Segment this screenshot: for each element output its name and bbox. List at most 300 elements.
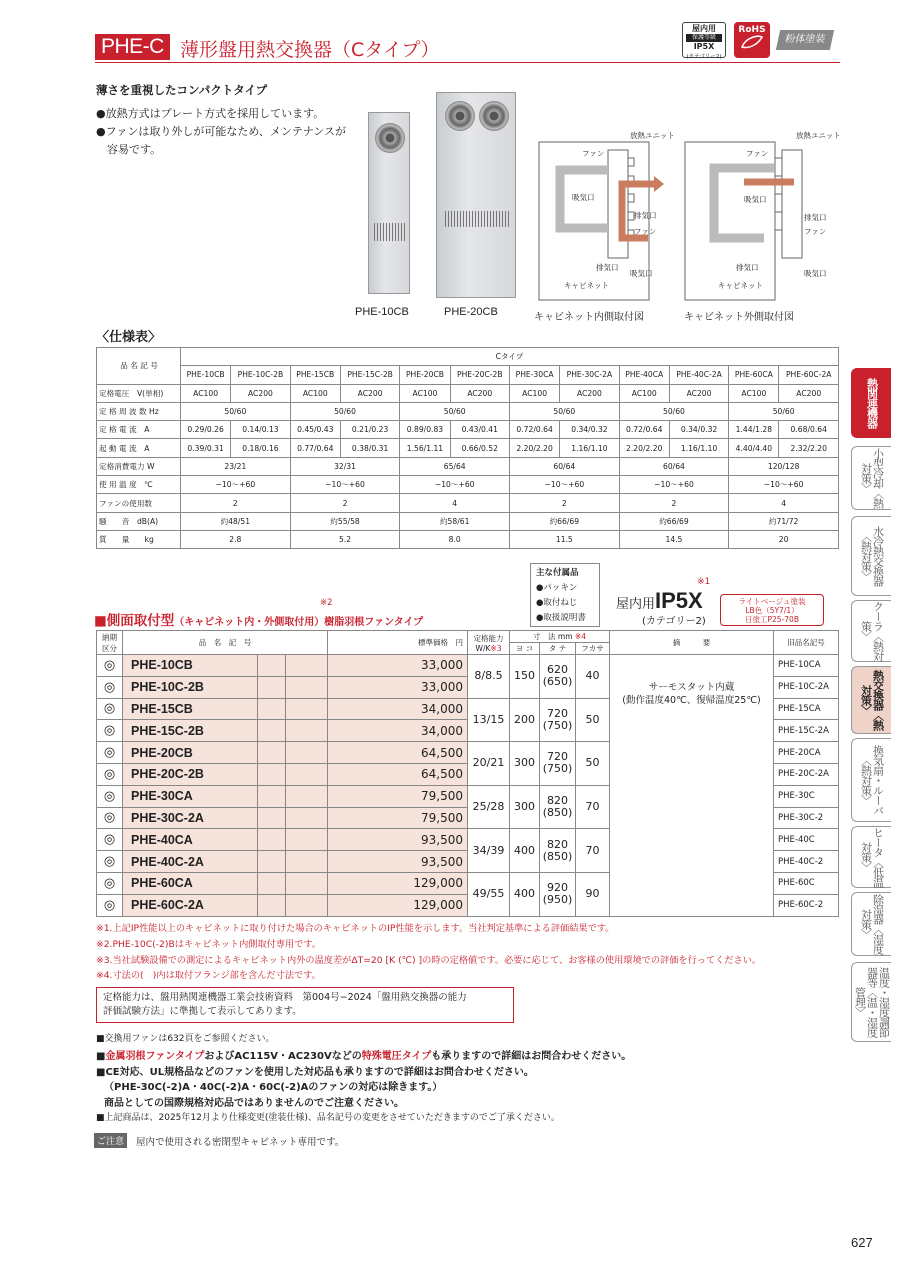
spec-title: 〈仕様表〉 (96, 330, 162, 345)
table-cell: 50/60 (400, 402, 510, 420)
spec-row-label: 定 格 電 流 A (97, 421, 181, 439)
table-cell: 約58/61 (400, 512, 510, 530)
dim-h-flange: (850) (542, 849, 573, 863)
blank-cell (258, 655, 286, 677)
product-price: 79,500 (328, 807, 468, 829)
footer-6: ■上記商品は、2025年12月より仕様変更(塗装仕様)、品名記号の変更をさせていただきますのでご了承ください。 (96, 1113, 560, 1123)
type-label: Cタイプ (181, 348, 839, 366)
accessories-title: 主な付属品 (536, 568, 579, 578)
note-1: ※1.上記IP性能以上のキャビネットに取り付けた場合のキャビネットのIP性能を示します。当社判定基準による評価結果です。 (96, 923, 615, 934)
table-cell: 2 (290, 494, 400, 512)
tab-heat-equipment[interactable]: 熱関連機器 (851, 368, 891, 438)
blank-cell (258, 720, 286, 742)
table-cell: −10〜+60 (729, 476, 839, 494)
dim-h-value: 720 (547, 750, 568, 764)
blank-cell (258, 872, 286, 894)
dim-h-value: 920 (547, 881, 568, 895)
table-cell: 14.5 (619, 530, 729, 548)
tab-cooler[interactable]: クーラ〈熱対策〉 (851, 600, 891, 662)
summary-line: (動作温度40℃、復帰温度25℃) (622, 695, 761, 706)
footer-1: ■交換用ファンは632頁をご参照ください。 (96, 1034, 275, 1044)
header-rule (95, 62, 840, 63)
dim-h (540, 742, 576, 786)
model-cell: PHE-10C-2B (231, 366, 290, 384)
capacity: 20/21 (468, 742, 510, 786)
diagram-caption-1: キャビネット内側取付図 (534, 312, 644, 323)
header-w: ヨ コ (510, 643, 540, 655)
table-cell: 約66/69 (510, 512, 620, 530)
table-cell: 60/64 (510, 457, 620, 475)
table-cell: 1.56/1.11 (400, 439, 450, 457)
table-cell: 4 (729, 494, 839, 512)
product-table (96, 630, 839, 917)
old-model: PHE-10C-2A (774, 676, 839, 698)
spec-row-label: ファンの使用数 (97, 494, 181, 512)
table-row (97, 366, 839, 384)
badge-ip-value: IP5X (693, 42, 715, 51)
photo-caption-1: PHE-10CB (355, 306, 409, 318)
table-cell: 20 (729, 530, 839, 548)
blank-cell (286, 807, 328, 829)
table-row (97, 494, 839, 512)
lead-mark: ◎ (97, 698, 123, 720)
lead-mark: ◎ (97, 894, 123, 916)
product-price: 129,000 (328, 872, 468, 894)
badge-protection-label: 保護等級 (686, 34, 722, 42)
dim-d: 50 (576, 698, 610, 742)
table-row (97, 384, 839, 402)
section-title-sub: （キャビネット内・外側取付用）樹脂羽根ファンタイプ (174, 617, 424, 628)
table-cell: 0.21/0.23 (340, 421, 399, 439)
bullet-3: 容易です。 (96, 143, 162, 156)
product-price: 93,500 (328, 829, 468, 851)
header-old: 旧品名記号 (774, 631, 839, 655)
table-cell: 0.38/0.31 (340, 439, 399, 457)
label-unit: 放熱ユニット (630, 131, 675, 140)
table-cell: 2.20/2.20 (510, 439, 560, 457)
label-fan-2: ファン (804, 227, 827, 236)
caution-text: 屋内で使用される密閉型キャビネット専用です。 (136, 1137, 345, 1148)
footer-5: 商品としての国際規格対応品ではありませんのでご注意ください。 (104, 1098, 404, 1109)
blank-cell (258, 742, 286, 764)
table-cell: 0.34/0.32 (669, 421, 728, 439)
label-fan: ファン (634, 227, 657, 236)
blank-cell (258, 894, 286, 916)
table-row (97, 421, 839, 439)
paint-line: 日塗工P25-70B (745, 615, 799, 624)
table-cell: AC200 (560, 384, 619, 402)
header-yen: 円 (455, 638, 463, 647)
table-cell: 約48/51 (181, 512, 291, 530)
table-cell: −10〜+60 (510, 476, 620, 494)
fan-icon (375, 123, 405, 153)
blank-cell (286, 851, 328, 873)
header-mm: mm (557, 632, 573, 641)
model-cell: PHE-30CA (510, 366, 560, 384)
spec-row-label: 定 格 周 波 数 Hz (97, 402, 181, 420)
dim-h (540, 655, 576, 699)
note-4: ※4.寸法の( )内は取付フランジ部を含んだ寸法です。 (96, 970, 321, 981)
model-cell: PHE-20CB (400, 366, 450, 384)
table-cell: 0.77/0.64 (290, 439, 340, 457)
section-title-main: ■側面取付型 (94, 613, 175, 629)
lead-mark: ◎ (97, 807, 123, 829)
product-price: 129,000 (328, 894, 468, 916)
table-cell: 50/60 (729, 402, 839, 420)
diagram-caption-2: キャビネット外側取付図 (684, 312, 794, 323)
phe-20cb-photo (436, 92, 516, 298)
footer-highlight: 金属羽根ファンタイプ (105, 1051, 205, 1062)
table-cell: AC200 (231, 384, 290, 402)
product-name: PHE-20C-2B (123, 763, 258, 785)
table-cell: 2 (619, 494, 729, 512)
header-cap-label: 定格能力W/K (473, 633, 504, 653)
old-model: PHE-15C-2A (774, 720, 839, 742)
blank-cell (286, 676, 328, 698)
old-model: PHE-30C-2 (774, 807, 839, 829)
table-cell: AC100 (510, 384, 560, 402)
label-exhaust-3: 排気口 (804, 213, 827, 222)
accessory-item: ●取付ねじ (536, 598, 578, 608)
table-cell: 50/60 (510, 402, 620, 420)
table-cell: 2 (510, 494, 620, 512)
table-row (97, 348, 839, 366)
table-cell: 2 (181, 494, 291, 512)
product-price: 34,000 (328, 720, 468, 742)
accessory-item: ●取扱説明書 (536, 613, 586, 623)
section-title (94, 609, 423, 629)
table-cell: 11.5 (510, 530, 620, 548)
tab-heat-exchanger[interactable]: 熱交換器〈熱対策〉 (851, 666, 891, 734)
bullet-2: ●ファンは取り外しが可能なため、メンテナンスが (96, 125, 347, 138)
product-name: PHE-15C-2B (123, 720, 258, 742)
table-cell: 0.43/0.41 (450, 421, 509, 439)
model-cell: PHE-10CB (181, 366, 231, 384)
blank-cell (258, 785, 286, 807)
spec-row-label: 騒 音 dB(A) (97, 512, 181, 530)
dim-d: 40 (576, 655, 610, 699)
table-cell: 2.32/2.20 (779, 439, 839, 457)
header-summary: 摘 要 (610, 631, 774, 655)
model-cell: PHE-40C-2A (669, 366, 728, 384)
fan-icon (445, 101, 475, 131)
blank-cell (258, 851, 286, 873)
dim-h-flange: (750) (542, 718, 573, 732)
old-model: PHE-15CA (774, 698, 839, 720)
product-name: PHE-40C-2A (123, 851, 258, 873)
tab-water-cooled[interactable]: 水冷熱交換器〈熱対策〉 (851, 516, 891, 596)
leaf-icon (740, 35, 764, 49)
product-name: PHE-60C-2A (123, 894, 258, 916)
table-row (97, 631, 839, 643)
old-model: PHE-20CA (774, 742, 839, 764)
spec-row-label: 起 動 電 流 A (97, 439, 181, 457)
table-cell: AC200 (450, 384, 509, 402)
tab-heater[interactable]: ヒータ〈低温対策〉 (851, 826, 891, 888)
label-exhaust-4: 排気口 (736, 263, 759, 272)
paint-line: ライトベージュ塗装 (738, 597, 806, 606)
table-cell: 5.2 (290, 530, 400, 548)
label-intake: 吸気口 (572, 193, 595, 202)
footer-highlight: 特殊電圧タイプ (361, 1051, 432, 1062)
product-name: PHE-40CA (123, 829, 258, 851)
mount-diagram-outside (684, 128, 841, 302)
model-cell: PHE-20C-2B (450, 366, 509, 384)
header-price (328, 631, 468, 655)
header-dim (510, 631, 610, 643)
table-row (97, 402, 839, 420)
old-model: PHE-60C (774, 872, 839, 894)
table-cell: 50/60 (290, 402, 400, 420)
header-price-label: 標準価格 (418, 638, 448, 647)
blank-cell (258, 698, 286, 720)
header-dim-star: ※4 (574, 632, 586, 641)
ip-badge (682, 22, 726, 58)
ip-prefix: 屋内用 (616, 597, 656, 612)
blank-cell (258, 676, 286, 698)
label-fan-top-2: ファン (746, 149, 769, 158)
dim-d: 90 (576, 872, 610, 916)
blank-cell (286, 785, 328, 807)
table-cell: −10〜+60 (290, 476, 400, 494)
header-cap-star: ※3 (490, 643, 502, 653)
footer-4: （PHE-30C(-2)A・40C(-2)A・60C(-2)Aのファンの対応は除きます。） (104, 1082, 443, 1093)
grill (445, 211, 509, 227)
spec-row-label: 使 用 温 度 ℃ (97, 476, 181, 494)
dim-h-value: 820 (547, 837, 568, 851)
rohs-badge (734, 22, 770, 58)
model-cell: PHE-60CA (729, 366, 779, 384)
caution-tag: ご注意 (94, 1133, 127, 1148)
tab-ventilation[interactable]: 換気扇・ルーバ〈熱対策〉 (851, 738, 891, 822)
dim-w: 400 (510, 872, 540, 916)
header-d: フカサ (576, 643, 610, 655)
powder-coat-badge: 粉体塗装 (776, 30, 834, 50)
table-cell: 0.14/0.13 (231, 421, 290, 439)
old-model: PHE-60C-2 (774, 894, 839, 916)
label-exhaust: 排気口 (634, 211, 657, 220)
fan-icon (479, 101, 509, 131)
label-model: 品 名 記 号 (120, 361, 158, 371)
dim-w: 300 (510, 785, 540, 829)
lead-mark: ◎ (97, 763, 123, 785)
rohs-label: RoHS (738, 25, 766, 35)
product-name: PHE-20CB (123, 742, 258, 764)
dim-h-flange: (850) (542, 806, 573, 820)
dim-d: 70 (576, 785, 610, 829)
label-exhaust-2: 排気口 (596, 263, 619, 272)
table-cell: 0.66/0.52 (450, 439, 509, 457)
rating-line: 定格能力は、盤用熱関連機器工業会技術資料 第004号−2024「盤用熱交換器の能力 (103, 992, 467, 1003)
dim-h (540, 698, 576, 742)
label-unit-2: 放熱ユニット (796, 131, 841, 140)
product-name: PHE-60CA (123, 872, 258, 894)
old-model: PHE-40C (774, 829, 839, 851)
product-price: 33,000 (328, 676, 468, 698)
blank-cell (286, 872, 328, 894)
model-cell: PHE-40CA (619, 366, 669, 384)
capacity: 34/39 (468, 829, 510, 873)
footer-bullet: ■ (96, 1051, 106, 1062)
spec-row-label: 質 量 kg (97, 530, 181, 548)
product-name: PHE-30CA (123, 785, 258, 807)
tab-small-cooling[interactable]: 小型冷却〈熱対策〉 (851, 446, 891, 510)
model-cell: PHE-15C-2B (340, 366, 399, 384)
ip-footnote-mark: ※1 (697, 577, 711, 587)
table-cell: AC100 (181, 384, 231, 402)
header-lead: 納期区分 (97, 631, 123, 655)
header-name: 品 名 記 号 (123, 631, 328, 655)
table-cell: 32/31 (290, 457, 400, 475)
table-cell: 0.39/0.31 (181, 439, 231, 457)
ip-value: IP5X (655, 588, 703, 613)
capacity: 49/55 (468, 872, 510, 916)
lead-mark: ◎ (97, 851, 123, 873)
table-cell: 4 (400, 494, 510, 512)
table-cell: −10〜+60 (619, 476, 729, 494)
spec-row-label (97, 348, 181, 385)
table-cell: 1.44/1.28 (729, 421, 779, 439)
table-cell: 0.34/0.32 (560, 421, 619, 439)
table-cell: 50/60 (619, 402, 729, 420)
product-name: PHE-10CB (123, 655, 258, 677)
dim-h-flange: (950) (542, 893, 573, 907)
blank-cell (258, 807, 286, 829)
capacity: 8/8.5 (468, 655, 510, 699)
product-price: 64,500 (328, 763, 468, 785)
product-price: 33,000 (328, 655, 468, 677)
photo-caption-2: PHE-20CB (444, 306, 498, 318)
ip-rating (616, 588, 703, 614)
dim-h (540, 829, 576, 873)
table-cell: 2.8 (181, 530, 291, 548)
spec-table (96, 347, 839, 549)
table-cell: 1.16/1.10 (560, 439, 619, 457)
rating-note-box (96, 987, 514, 1023)
blank-cell (286, 698, 328, 720)
old-model: PHE-30C (774, 785, 839, 807)
model-cell: PHE-30C-2A (560, 366, 619, 384)
table-cell: AC200 (779, 384, 839, 402)
table-cell: 0.89/0.83 (400, 421, 450, 439)
note-3: ※3.当社試験設備での測定によるキャビネット内外の温度差がΔT=20 [K (℃) ]の時の定格値です。必要に応じて、お客様の使用環境での評価を行ってください。 (96, 955, 762, 966)
table-cell: AC200 (340, 384, 399, 402)
blank-cell (258, 763, 286, 785)
footer-text: も承りますので詳細はお問合わせください。 (431, 1051, 632, 1062)
footer-2 (96, 1047, 631, 1062)
table-cell: 23/21 (181, 457, 291, 475)
label-intake-4: 吸気口 (804, 269, 827, 278)
old-model: PHE-40C-2 (774, 851, 839, 873)
spec-row-label: 定格消費電力 W (97, 457, 181, 475)
product-price: 79,500 (328, 785, 468, 807)
dim-d: 70 (576, 829, 610, 873)
footer-text: およびAC115V・AC230Vなどの (204, 1051, 362, 1062)
dim-d: 50 (576, 742, 610, 786)
label-cabinet-2: キャビネット (718, 281, 763, 290)
table-cell: 50/60 (181, 402, 291, 420)
product-price: 93,500 (328, 851, 468, 873)
label-fan-top: ファン (582, 149, 605, 158)
table-cell: 8.0 (400, 530, 510, 548)
lead-mark: ◎ (97, 742, 123, 764)
dim-h (540, 872, 576, 916)
table-cell: 65/64 (400, 457, 510, 475)
blank-cell (258, 829, 286, 851)
dim-h (540, 785, 576, 829)
blank-cell (286, 829, 328, 851)
side-footnote-mark: ※2 (320, 598, 333, 608)
lead-mark: ◎ (97, 785, 123, 807)
table-cell: −10〜+60 (181, 476, 291, 494)
tab-dehumidifier[interactable]: 除湿器〈湿度対策〉 (851, 892, 891, 956)
summary (610, 655, 774, 917)
product-code: PHE-C (95, 34, 170, 60)
model-cell: PHE-15CB (290, 366, 340, 384)
table-cell: 60/64 (619, 457, 729, 475)
table-cell: 0.68/0.64 (779, 421, 839, 439)
header-h: タ テ (540, 643, 576, 655)
lead-mark: ◎ (97, 829, 123, 851)
lead-mark: ◎ (97, 720, 123, 742)
tab-temp-humidity[interactable]: 温度・湿度調節器等〈温・湿度管理〉 (851, 962, 891, 1042)
grill (374, 223, 406, 241)
table-cell: AC200 (669, 384, 728, 402)
table-row (97, 530, 839, 548)
rating-line: 評価試験方法」に準拠して表示してあります。 (103, 1006, 302, 1017)
table-cell: 2.20/2.20 (619, 439, 669, 457)
table-row (97, 439, 839, 457)
lead-mark: ◎ (97, 676, 123, 698)
product-price: 34,000 (328, 698, 468, 720)
table-cell: 4.40/4.40 (729, 439, 779, 457)
table-cell: −10〜+60 (400, 476, 510, 494)
dim-w: 400 (510, 829, 540, 873)
table-row (97, 512, 839, 530)
capacity: 25/28 (468, 785, 510, 829)
lead-mark: ◎ (97, 872, 123, 894)
table-row (97, 476, 839, 494)
dim-h-flange: (650) (542, 675, 573, 689)
paint-box (720, 594, 824, 626)
header-cap (468, 631, 510, 655)
paint-line: LB色（5Y7/1） (745, 606, 799, 615)
table-cell: 1.16/1.10 (669, 439, 728, 457)
model-cell: PHE-60C-2A (779, 366, 839, 384)
accessories-box (530, 563, 600, 627)
label-intake-3: 吸気口 (744, 195, 767, 204)
blank-cell (286, 763, 328, 785)
badge-indoor-label: 屋内用 (692, 24, 716, 33)
table-cell: 約66/69 (619, 512, 729, 530)
label-intake-2: 吸気口 (630, 269, 653, 278)
old-model: PHE-20C-2A (774, 763, 839, 785)
dim-h-value: 720 (547, 706, 568, 720)
bullet-1: ●放熱方式はプレート方式を採用しています。 (96, 107, 325, 120)
table-cell: 120/128 (729, 457, 839, 475)
table-cell: 0.72/0.64 (619, 421, 669, 439)
table-row (97, 655, 839, 677)
badge-category: (カテゴリー2) (686, 54, 722, 60)
capacity: 13/15 (468, 698, 510, 742)
old-model: PHE-10CA (774, 655, 839, 677)
footer-3: ■CE対応、UL規格品などのファンを使用した対応品も承りますので詳細はお問合わせください。 (96, 1067, 534, 1078)
product-name: PHE-10C-2B (123, 676, 258, 698)
table-cell: 約55/58 (290, 512, 400, 530)
dim-w: 150 (510, 655, 540, 699)
blank-cell (286, 655, 328, 677)
label-cabinet: キャビネット (564, 281, 609, 290)
